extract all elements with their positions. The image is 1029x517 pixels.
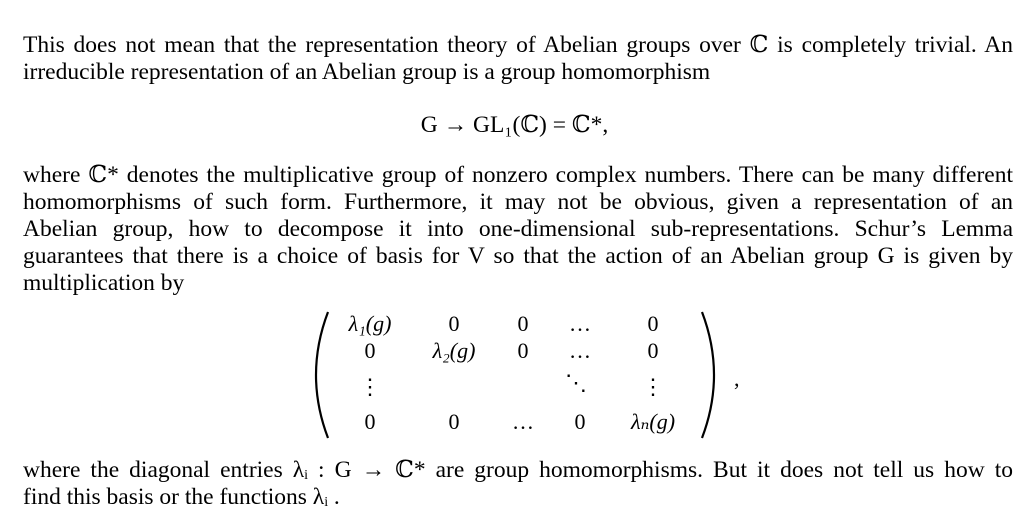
matrix-cell-1-1: λ₁(g) bbox=[348, 311, 392, 336]
equation-homomorphism-text: G → GL₁(ℂ) = ℂ*, bbox=[420, 112, 609, 138]
equation-homomorphism bbox=[0, 110, 1029, 139]
right-parenthesis bbox=[702, 312, 714, 438]
matrix-cell-4-3: … bbox=[512, 409, 534, 434]
matrix-cell-4-5: λₙ(g) bbox=[630, 409, 676, 434]
paragraph-schur-line-4: guarantees that there is a choice of basis for V so that the action of an Abelian group G is given by bbox=[23, 243, 1013, 269]
matrix-cell-3-4: ⋱ bbox=[565, 370, 587, 395]
matrix-cell-2-1: 0 bbox=[364, 338, 376, 363]
matrix-cell-3-1: ⋮ bbox=[359, 374, 381, 399]
matrix-cell-2-5: 0 bbox=[647, 338, 659, 363]
matrix-cell-1-3: 0 bbox=[517, 311, 529, 336]
matrix-cell-4-2: 0 bbox=[448, 409, 460, 434]
paragraph-schur-line-1: where ℂ* denotes the multiplicative group of nonzero complex numbers. There can be many different bbox=[23, 162, 1013, 188]
paragraph-schur-line-5: multiplication by bbox=[23, 270, 185, 296]
matrix-cell-4-4: 0 bbox=[574, 409, 586, 434]
paragraph-intro-line-1: This does not mean that the representation theory of Abelian groups over ℂ is completely trivial. An bbox=[23, 32, 1013, 58]
paragraph-conclusion bbox=[23, 457, 1013, 511]
left-parenthesis bbox=[316, 312, 328, 438]
paragraph-intro bbox=[23, 32, 1013, 86]
matrix-cell-1-2: 0 bbox=[448, 311, 460, 336]
matrix-cell-1-5: 0 bbox=[647, 311, 659, 336]
matrix-cell-4-1: 0 bbox=[364, 409, 376, 434]
diagonal-matrix bbox=[310, 310, 750, 440]
paragraph-schur bbox=[23, 162, 1013, 297]
matrix-cell-1-4: … bbox=[569, 311, 591, 336]
matrix-cell-3-5: ⋮ bbox=[642, 374, 664, 399]
matrix-cell-2-3: 0 bbox=[517, 338, 529, 363]
matrix-cell-2-4: … bbox=[569, 338, 591, 363]
paragraph-conclusion-line-1: where the diagonal entries λᵢ : G → ℂ* are group homomorphisms. But it does not tell us how to bbox=[23, 457, 1013, 483]
matrix-cell-2-2: λ₂(g) bbox=[432, 338, 476, 363]
paragraph-conclusion-line-2: find this basis or the functions λᵢ . bbox=[23, 484, 340, 510]
paragraph-schur-line-2: homomorphisms of such form. Furthermore, it may not be obvious, given a representation of an bbox=[23, 189, 1013, 215]
matrix-trailing-comma: , bbox=[734, 366, 740, 391]
paragraph-intro-line-2: irreducible representation of an Abelian group is a group homomorphism bbox=[23, 59, 711, 85]
paragraph-schur-line-3: Abelian group, how to decompose it into one-dimensional sub-representations. Schur’s Lemma bbox=[23, 216, 1013, 242]
